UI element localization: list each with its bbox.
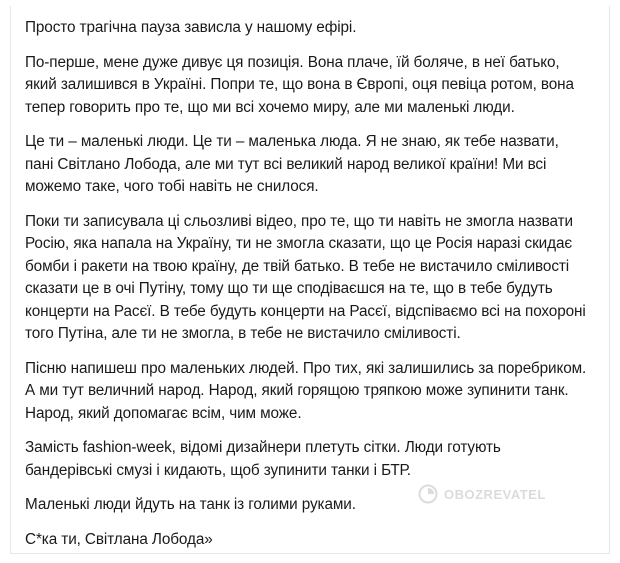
paragraph-1: Просто трагічна пауза зависла у нашому ефірі. — [25, 19, 357, 36]
watermark-text: OBOZREVATEL — [444, 486, 546, 502]
paragraph-7: Маленькі люди йдуть на танк із голими руками. — [25, 496, 356, 513]
paragraph-3: Це ти – маленькі люди. Це ти – маленька люда. Я не знаю, як тебе назвати, пані Світлано Лобода, але ми тут всі великий народ великої країни! Ми всі можемо таке, чого тобі навіть не снилося. — [25, 133, 559, 195]
paragraph-5: Пісню напишеш про маленьких людей. Про тих, які залишились за поребриком. А ми тут величний народ. Народ, який горящою тряпкою може зупинити танк. Народ, який допомагає всім, чим може. — [25, 359, 587, 422]
paragraph-2: По-перше, мене дуже дивує ця позиція. Вона плаче, їй боляче, в неї батько, який залишився в Україні. Попри те, що вона в Європі, оця певіца ротом, вона тепер говорить про те, що ми всі хочемо миру, але ми маленькі люди. — [25, 53, 574, 116]
paragraph-6: Замість fashion-week, відомі дизайнери плетуть сітки. Люди готують бандерівські смузі і кидають, щоб зупинити танки і БТР. — [25, 439, 501, 479]
paragraph-4: Поки ти записувала ці сльозливі відео, про те, що ти навіть не змогла назвати Росію, яка напала на Україну, ти не змогла сказати, що це Росія наразі скидає бомби і ракети на твою країну, де твій батько. В тебе не вистачило сміливості сказати це в очі Путіну, тому що ти ще сподіваєшся на те, що в тебе будуть концерти на Расєї. В тебе будуть концерти на Расєї, відспіваємо всі на похороні того Путіна, але ти не змогла, в тебе не вистачило сміливості. — [25, 212, 586, 342]
document-body — [25, 17, 590, 563]
paragraph-8: С*ка ти, Світлана Лобода» — [25, 530, 213, 548]
